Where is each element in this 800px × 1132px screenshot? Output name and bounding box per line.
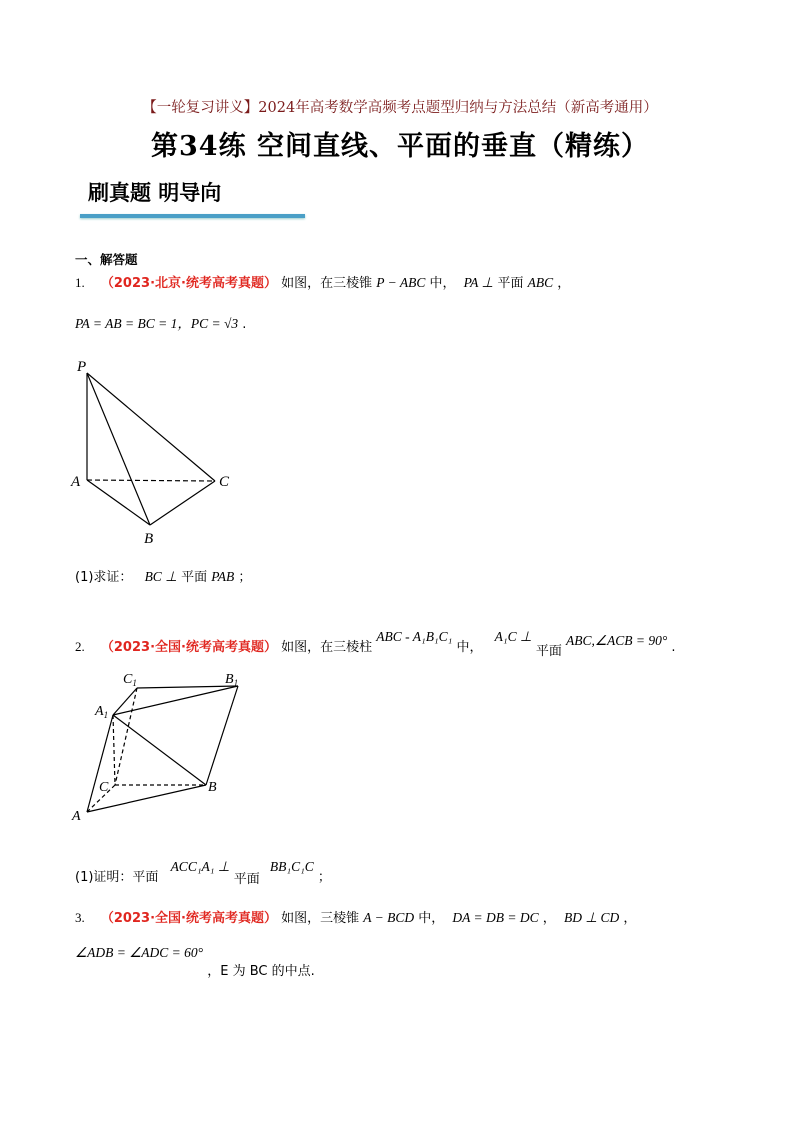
math-expression: ABC — [527, 275, 554, 290]
vertex-label-p: P — [77, 359, 87, 375]
question-text: 中， — [418, 911, 445, 926]
question-text: ， — [623, 911, 637, 926]
part-label: (1)证明：平面 — [75, 870, 159, 885]
question-text: ， — [542, 911, 556, 926]
math-expression: ABC - A₁B₁C₁ — [376, 629, 453, 644]
question-text: ； — [238, 570, 252, 585]
question-source: （2023·全国·统考高考真题） — [100, 640, 277, 655]
figure-pyramid-p-abc — [65, 355, 245, 550]
question-3-conditions — [75, 945, 315, 979]
question-text: ， — [557, 276, 571, 291]
question-text: . — [671, 640, 676, 655]
question-source: （2023·北京·统考高考真题） — [100, 276, 277, 291]
question-1-conditions — [75, 312, 246, 332]
question-text: 中， — [456, 640, 483, 655]
question-number: 3. — [75, 910, 85, 925]
question-text: 平面 — [181, 570, 208, 585]
math-expression: BD ⊥ CD — [563, 910, 620, 925]
page-title: 第34练 空间直线、平面的垂直（精练） — [151, 131, 649, 162]
question-text: 平面 — [497, 276, 524, 291]
question-1-part-1 — [75, 566, 251, 585]
question-1-stem — [75, 272, 570, 291]
math-expression: A − BCD — [363, 910, 415, 925]
math-expression: PAB — [211, 569, 235, 584]
question-text: 如图，在三棱锥 — [281, 276, 373, 291]
math-expression: ACC₁A₁ ⊥ — [170, 859, 230, 874]
math-expression: PA ⊥ — [463, 275, 494, 290]
question-text: . — [242, 317, 247, 332]
section-underline — [80, 214, 305, 218]
vertex-label-a1: $A_1$ — [95, 704, 109, 720]
vertex-label-c: C — [219, 474, 230, 490]
question-text: 如图，三棱锥 — [281, 911, 360, 926]
question-text: ，E 为 BC 的中点. — [207, 964, 315, 979]
math-expression: P − ABC — [376, 275, 426, 290]
math-expression: ∠ADB = ∠ADC = 60° — [75, 945, 204, 960]
question-2-stem — [75, 629, 676, 659]
math-expression: BC ⊥ — [144, 569, 177, 584]
vertex-label-b: B — [144, 531, 154, 547]
vertex-label-c: C — [99, 780, 109, 795]
series-header: 【一轮复习讲义】2024年高考数学高频考点题型归纳与方法总结（新高考通用） — [142, 100, 658, 116]
math-expression: A₁C ⊥ — [494, 629, 532, 644]
question-text: 如图，在三棱柱 — [281, 640, 373, 655]
vertex-label-b1: $B_1$ — [225, 672, 239, 688]
vertex-label-c1: $C_1$ — [123, 672, 137, 688]
question-number: 1. — [75, 275, 85, 290]
part-label: (1)求证： — [75, 570, 133, 585]
math-expression: PA = AB = BC = 1，PC = √3 — [75, 316, 239, 331]
section-heading: 刷真题 明导向 — [88, 180, 222, 205]
math-expression: DA = DB = DC — [452, 910, 539, 925]
question-text: 中， — [429, 276, 456, 291]
math-expression: BB₁C₁C — [269, 859, 314, 874]
vertex-label-a: A — [72, 809, 81, 824]
vertex-label-b: B — [208, 780, 217, 795]
math-expression: ABC,∠ACB = 90° — [566, 633, 668, 648]
question-3-stem — [75, 907, 636, 926]
vertex-label-a: A — [71, 474, 81, 490]
question-2-part-1 — [75, 859, 331, 887]
question-source: （2023·全国·统考高考真题） — [100, 911, 277, 926]
question-text: 平面 — [535, 644, 562, 659]
figure-prism-abc-a1b1c1 — [65, 665, 265, 825]
question-number: 2. — [75, 639, 85, 654]
question-text: ； — [317, 870, 331, 885]
part-heading: 一、解答题 — [75, 252, 138, 267]
question-text: 平面 — [233, 872, 260, 887]
